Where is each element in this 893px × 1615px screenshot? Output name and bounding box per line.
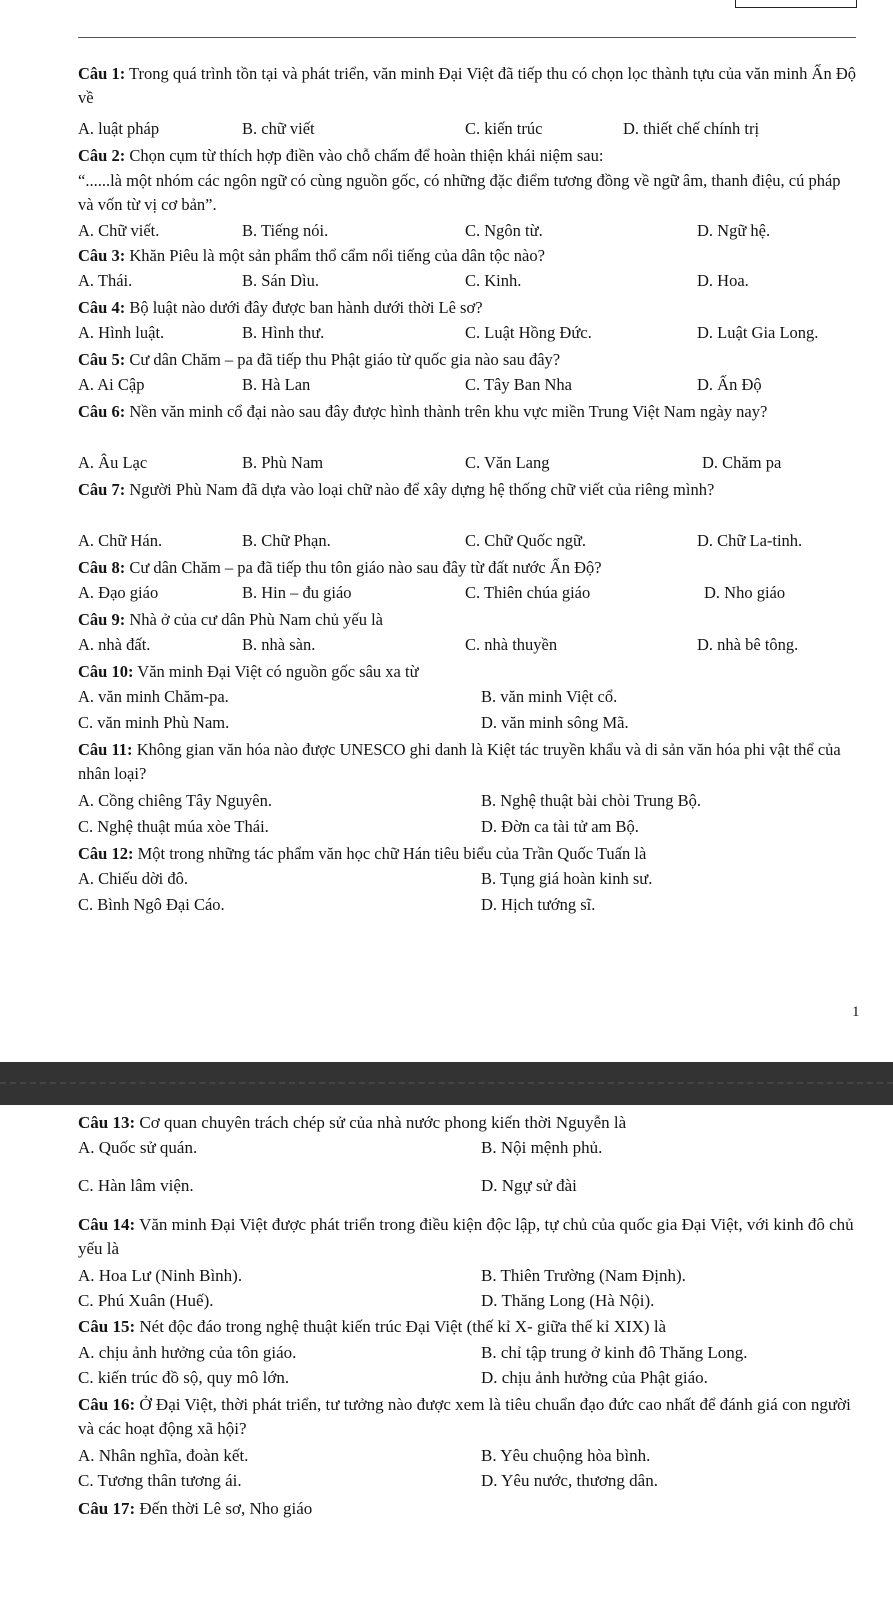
question-7: Câu 7: Người Phù Nam đã dựa vào loại chữ nào để xây dựng hệ thống chữ viết của riêng mình?	[78, 480, 715, 499]
option-b: B. Yêu chuộng hòa bình.	[481, 1446, 651, 1465]
question-8: Câu 8: Cư dân Chăm – pa đã tiếp thu tôn giáo nào sau đây từ đất nước Ấn Độ?	[78, 558, 602, 577]
option-c: C. Bình Ngô Đại Cáo.	[78, 895, 225, 914]
option-c: C. Luật Hồng Đức.	[465, 323, 592, 342]
option-d: D. Ngự sử đài	[481, 1176, 577, 1195]
option-c: C. văn minh Phù Nam.	[78, 713, 230, 732]
option-b: B. Chữ Phạn.	[242, 531, 331, 550]
question-3: Câu 3: Khăn Piêu là một sản phẩm thổ cẩm nổi tiếng của dân tộc nào?	[78, 246, 545, 265]
page-number: 1	[852, 1004, 860, 1020]
option-c: C. kiến trúc đồ sộ, quy mô lớn.	[78, 1368, 290, 1387]
option-d: D. Ấn Độ	[697, 375, 762, 394]
option-b: B. Sán Dìu.	[242, 271, 320, 290]
option-a: A. Chữ Hán.	[78, 531, 163, 550]
option-a: A. Chiếu dời đô.	[78, 869, 189, 888]
page-separator	[0, 1062, 893, 1105]
option-d: D. nhà bê tông.	[697, 635, 799, 654]
option-b: B. Tiếng nói.	[242, 221, 329, 240]
question-6: Câu 6: Nền văn minh cổ đại nào sau đây được hình thành trên khu vực miền Trung Việt Nam ngày nay?	[78, 402, 768, 421]
option-d: D. văn minh sông Mã.	[481, 713, 629, 732]
option-a: A. Hoa Lư (Ninh Bình).	[78, 1266, 243, 1285]
option-d: D. Ngữ hệ.	[697, 221, 771, 240]
question-10: Câu 10: Văn minh Đại Việt có nguồn gốc sâu xa từ	[78, 662, 419, 681]
option-c: C. Kinh.	[465, 271, 522, 290]
question-2-quote: “......là một nhóm các ngôn ngữ có cùng nguồn gốc, có những đặc điểm tương đồng về ngữ âm, thanh điệu, cú pháp và vốn từ vị cơ bản”.	[78, 171, 841, 214]
option-b: B. Thiên Trường (Nam Định).	[481, 1266, 686, 1285]
option-d: D. Hịch tướng sĩ.	[481, 895, 596, 914]
question-9: Câu 9: Nhà ở của cư dân Phù Nam chủ yếu là	[78, 610, 383, 629]
option-a: A. văn minh Chăm-pa.	[78, 687, 229, 706]
option-d: D. Nho giáo	[704, 583, 786, 602]
question-17: Câu 17: Đến thời Lê sơ, Nho giáo	[78, 1499, 313, 1518]
option-a: A. Đạo giáo	[78, 583, 159, 602]
option-c: C. Văn Lang	[465, 453, 550, 472]
option-d: D. Hoa.	[697, 271, 749, 290]
option-c: C. kiến trúc	[465, 119, 543, 138]
option-c: C. Thiên chúa giáo	[465, 583, 591, 602]
header-rule	[78, 37, 856, 38]
option-d: D. Luật Gia Long.	[697, 323, 819, 342]
option-a: A. chịu ảnh hưởng của tôn giáo.	[78, 1343, 297, 1362]
option-b: B. Hà Lan	[242, 375, 311, 394]
option-b: B. nhà sàn.	[242, 635, 316, 654]
question-1: Câu 1: Trong quá trình tồn tại và phát triển, văn minh Đại Việt đã tiếp thu có chọn lọc thành tựu của văn minh Ấn Độ về	[78, 64, 856, 107]
option-b: B. Tụng giá hoàn kinh sư.	[481, 869, 653, 888]
option-c: C. nhà thuyền	[465, 635, 558, 654]
question-12: Câu 12: Một trong những tác phẩm văn học chữ Hán tiêu biểu của Trần Quốc Tuấn là	[78, 844, 647, 863]
option-c: C. Tây Ban Nha	[465, 375, 572, 394]
option-d: D. chịu ảnh hưởng của Phật giáo.	[481, 1368, 708, 1387]
option-b: B. Hình thư.	[242, 323, 325, 342]
option-a: A. Ai Cập	[78, 375, 145, 394]
option-d: D. thiết chế chính trị	[623, 119, 760, 138]
option-b: B. chỉ tập trung ở kinh đô Thăng Long.	[481, 1343, 748, 1362]
option-a: A. Hình luật.	[78, 323, 165, 342]
question-5: Câu 5: Cư dân Chăm – pa đã tiếp thu Phật giáo từ quốc gia nào sau đây?	[78, 350, 561, 369]
option-b: B. Nội mệnh phủ.	[481, 1138, 603, 1157]
question-14: Câu 14: Văn minh Đại Việt được phát triển trong điều kiện độc lập, tự chủ của quốc gia Đại Việt, với kinh đô chủ yếu là	[78, 1215, 854, 1258]
option-a: A. Âu Lạc	[78, 453, 148, 472]
header-box	[735, 0, 857, 8]
option-c: C. Hàn lâm viện.	[78, 1176, 194, 1195]
question-15: Câu 15: Nét độc đáo trong nghệ thuật kiến trúc Đại Việt (thế kỉ X- giữa thế kỉ XIX) là	[78, 1317, 667, 1336]
option-a: A. Chữ viết.	[78, 221, 160, 240]
option-b: B. Hin – đu giáo	[242, 583, 352, 602]
question-4: Câu 4: Bộ luật nào dưới đây được ban hành dưới thời Lê sơ?	[78, 298, 483, 317]
option-d: D. Đờn ca tài tử am Bộ.	[481, 817, 639, 836]
option-c: C. Ngôn từ.	[465, 221, 543, 240]
option-b: B. Phù Nam	[242, 453, 324, 472]
option-a: A. nhà đất.	[78, 635, 151, 654]
option-a: A. Cồng chiêng Tây Nguyên.	[78, 791, 272, 810]
option-b: B. Nghệ thuật bài chòi Trung Bộ.	[481, 791, 702, 810]
option-c: C. Phú Xuân (Huế).	[78, 1291, 214, 1310]
option-a: A. Thái.	[78, 271, 133, 290]
option-d: D. Yêu nước, thương dân.	[481, 1471, 658, 1490]
option-d: D. Chăm pa	[702, 453, 782, 472]
option-a: A. Nhân nghĩa, đoàn kết.	[78, 1446, 249, 1465]
option-b: B. chữ viết	[242, 119, 315, 138]
option-d: D. Chữ La-tinh.	[697, 531, 803, 550]
option-b: B. văn minh Việt cổ.	[481, 687, 618, 706]
question-11: Câu 11: Không gian văn hóa nào được UNESCO ghi danh là Kiệt tác truyền khẩu và di sản văn hóa phi vật thể của nhân loại?	[78, 740, 841, 783]
option-c: C. Nghệ thuật múa xòe Thái.	[78, 817, 269, 836]
question-2: Câu 2: Chọn cụm từ thích hợp điền vào chỗ chấm để hoàn thiện khái niệm sau:	[78, 146, 604, 165]
option-a: A. Quốc sử quán.	[78, 1138, 198, 1157]
question-16: Câu 16: Ở Đại Việt, thời phát triển, tư tưởng nào được xem là tiêu chuẩn đạo đức cao nhất để đánh giá con người và các hoạt động xã hội?	[78, 1395, 851, 1438]
option-d: D. Thăng Long (Hà Nội).	[481, 1291, 655, 1310]
option-c: C. Chữ Quốc ngữ.	[465, 531, 587, 550]
option-a: A. luật pháp	[78, 119, 160, 138]
question-13: Câu 13: Cơ quan chuyên trách chép sử của nhà nước phong kiến thời Nguyễn là	[78, 1113, 627, 1132]
exam-page-2	[0, 1105, 893, 1615]
option-c: C. Tương thân tương ái.	[78, 1471, 242, 1490]
